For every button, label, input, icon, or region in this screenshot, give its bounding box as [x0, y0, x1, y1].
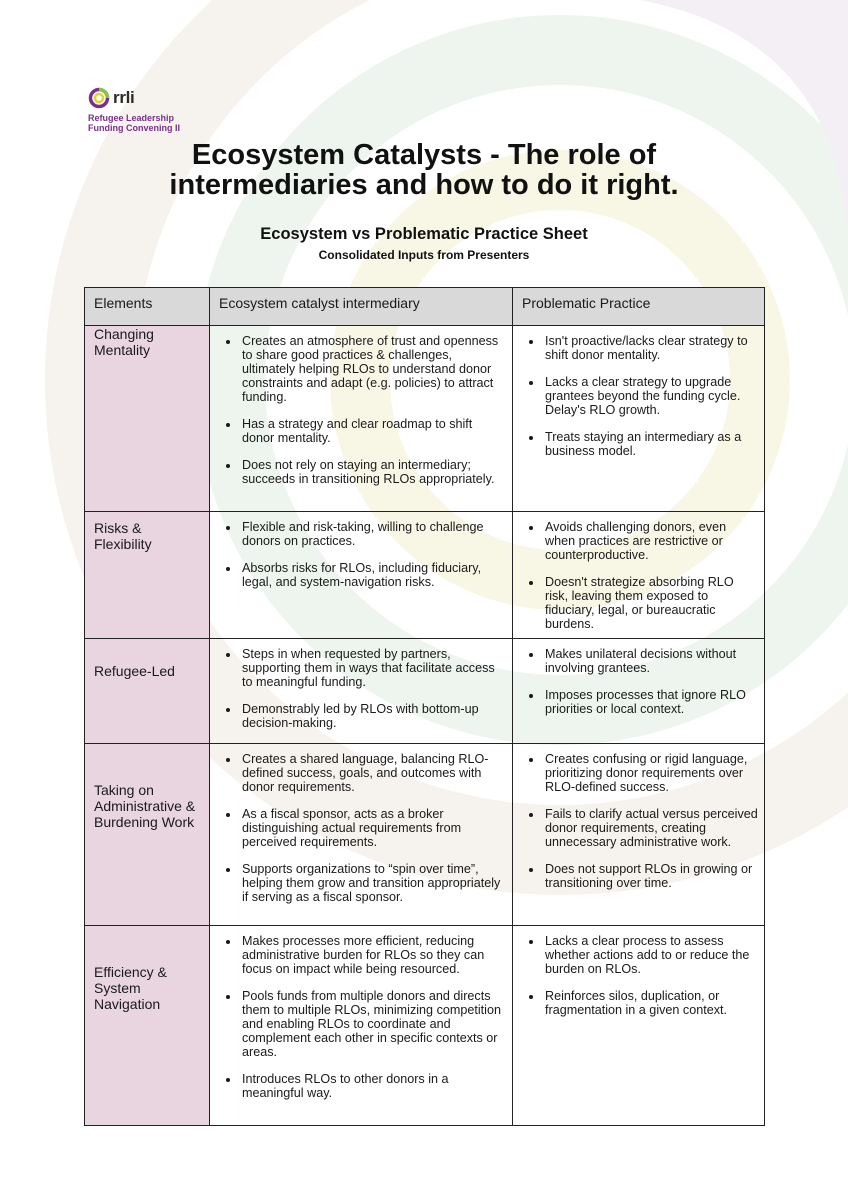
- list-item: • Avoids challenging donors, even when practices are restrictive or counterproductive.: [543, 520, 758, 562]
- page-title-line1: Ecosystem Catalysts - The role of: [191, 139, 657, 171]
- list-item: • Creates an atmosphere of trust and openness to share good practices & challenges, ultimately helping RLOs to understand donor constraints and adapt (e.g. policies) to attract funding.: [240, 334, 506, 404]
- logo-wordmark: rrli: [113, 88, 135, 107]
- table-row: [85, 512, 765, 639]
- practice-table: [84, 287, 765, 1126]
- list-item: • Fails to clarify actual versus perceived donor requirements, creating unnecessary administrative work.: [543, 807, 758, 849]
- list-item: • Demonstrably led by RLOs with bottom-up decision-making.: [240, 702, 506, 730]
- list-item: • Lacks a clear strategy to upgrade grantees beyond the funding cycle. Delay's RLO growth.: [543, 375, 758, 417]
- list-item: • Makes unilateral decisions without involving grantees.: [543, 647, 758, 675]
- element-cell: Changing Mentality: [85, 326, 210, 512]
- catalyst-cell: [210, 512, 513, 639]
- list-item: • Steps in when requested by partners, supporting them in ways that facilitate access to meaningful funding.: [240, 647, 506, 689]
- list-item: • Imposes processes that ignore RLO priorities or local context.: [543, 688, 758, 716]
- problematic-cell: [513, 639, 765, 744]
- logo-subtitle: [88, 113, 180, 133]
- logo: [88, 87, 180, 133]
- problematic-cell: [513, 926, 765, 1126]
- element-cell: Refugee-Led: [85, 639, 210, 744]
- list-item: • Makes processes more efficient, reducing administrative burden for RLOs so they can focus on impact while being resourced.: [240, 934, 506, 976]
- list-item: • Doesn't strategize absorbing RLO risk, leaving them exposed to fiduciary, legal, or bureaucratic burdens.: [543, 575, 758, 631]
- table-row: [85, 926, 765, 1126]
- logo-subtitle-line2: Funding Convening II: [88, 123, 180, 133]
- list-item: • Does not support RLOs in growing or transitioning over time.: [543, 862, 758, 890]
- column-header-problematic: Problematic Practice: [513, 288, 765, 326]
- page-title: [0, 140, 848, 200]
- list-item: • Treats staying an intermediary as a business model.: [543, 430, 758, 458]
- element-cell: Risks & Flexibility: [85, 512, 210, 639]
- column-header-elements: Elements: [85, 288, 210, 326]
- page-title-line2: intermediaries and how to do it right.: [169, 169, 679, 201]
- sheet-caption: Consolidated Inputs from Presenters: [318, 248, 530, 262]
- logo-subtitle-line1: Refugee Leadership: [88, 113, 175, 123]
- catalyst-cell: [210, 639, 513, 744]
- list-item: • Supports organizations to “spin over time”, helping them grow and transition appropriately if serving as a fiscal sponsor.: [240, 862, 506, 904]
- element-cell: Efficiency & System Navigation: [85, 926, 210, 1126]
- list-item: • Does not rely on staying an intermediary; succeeds in transitioning RLOs appropriately.: [240, 458, 506, 486]
- sheet-subtitle: Ecosystem vs Problematic Practice Sheet: [260, 225, 588, 243]
- list-item: • Creates a shared language, balancing RLO-defined success, goals, and outcomes with donor requirements.: [240, 752, 506, 794]
- column-header-catalyst: Ecosystem catalyst intermediary: [210, 288, 513, 326]
- table-row: [85, 326, 765, 512]
- problematic-cell: [513, 326, 765, 512]
- list-item: • Has a strategy and clear roadmap to shift donor mentality.: [240, 417, 506, 445]
- list-item: • Isn't proactive/lacks clear strategy to shift donor mentality.: [543, 334, 758, 362]
- catalyst-cell: [210, 744, 513, 926]
- list-item: • Introduces RLOs to other donors in a meaningful way.: [240, 1072, 506, 1100]
- table-header-row: [85, 288, 765, 326]
- list-item: • Flexible and risk-taking, willing to challenge donors on practices.: [240, 520, 506, 548]
- list-item: • Reinforces silos, duplication, or fragmentation in a given context.: [543, 989, 758, 1017]
- problematic-cell: [513, 512, 765, 639]
- list-item: • Creates confusing or rigid language, prioritizing donor requirements over RLO-defined success.: [543, 752, 758, 794]
- catalyst-cell: [210, 326, 513, 512]
- table-row: [85, 744, 765, 926]
- table-row: [85, 639, 765, 744]
- list-item: • As a fiscal sponsor, acts as a broker distinguishing actual requirements from perceived requirements.: [240, 807, 506, 849]
- list-item: • Lacks a clear process to assess whether actions add to or reduce the burden on RLOs.: [543, 934, 758, 976]
- element-cell: Taking on Administrative & Burdening Work: [85, 744, 210, 926]
- problematic-cell: [513, 744, 765, 926]
- catalyst-cell: [210, 926, 513, 1126]
- list-item: • Pools funds from multiple donors and directs them to multiple RLOs, minimizing competition and enabling RLOs to coordinate and complement each other in specific contexts or areas.: [240, 989, 506, 1059]
- rrli-ring-logo-icon: [88, 87, 110, 109]
- list-item: • Absorbs risks for RLOs, including fiduciary, legal, and system-navigation risks.: [240, 561, 506, 589]
